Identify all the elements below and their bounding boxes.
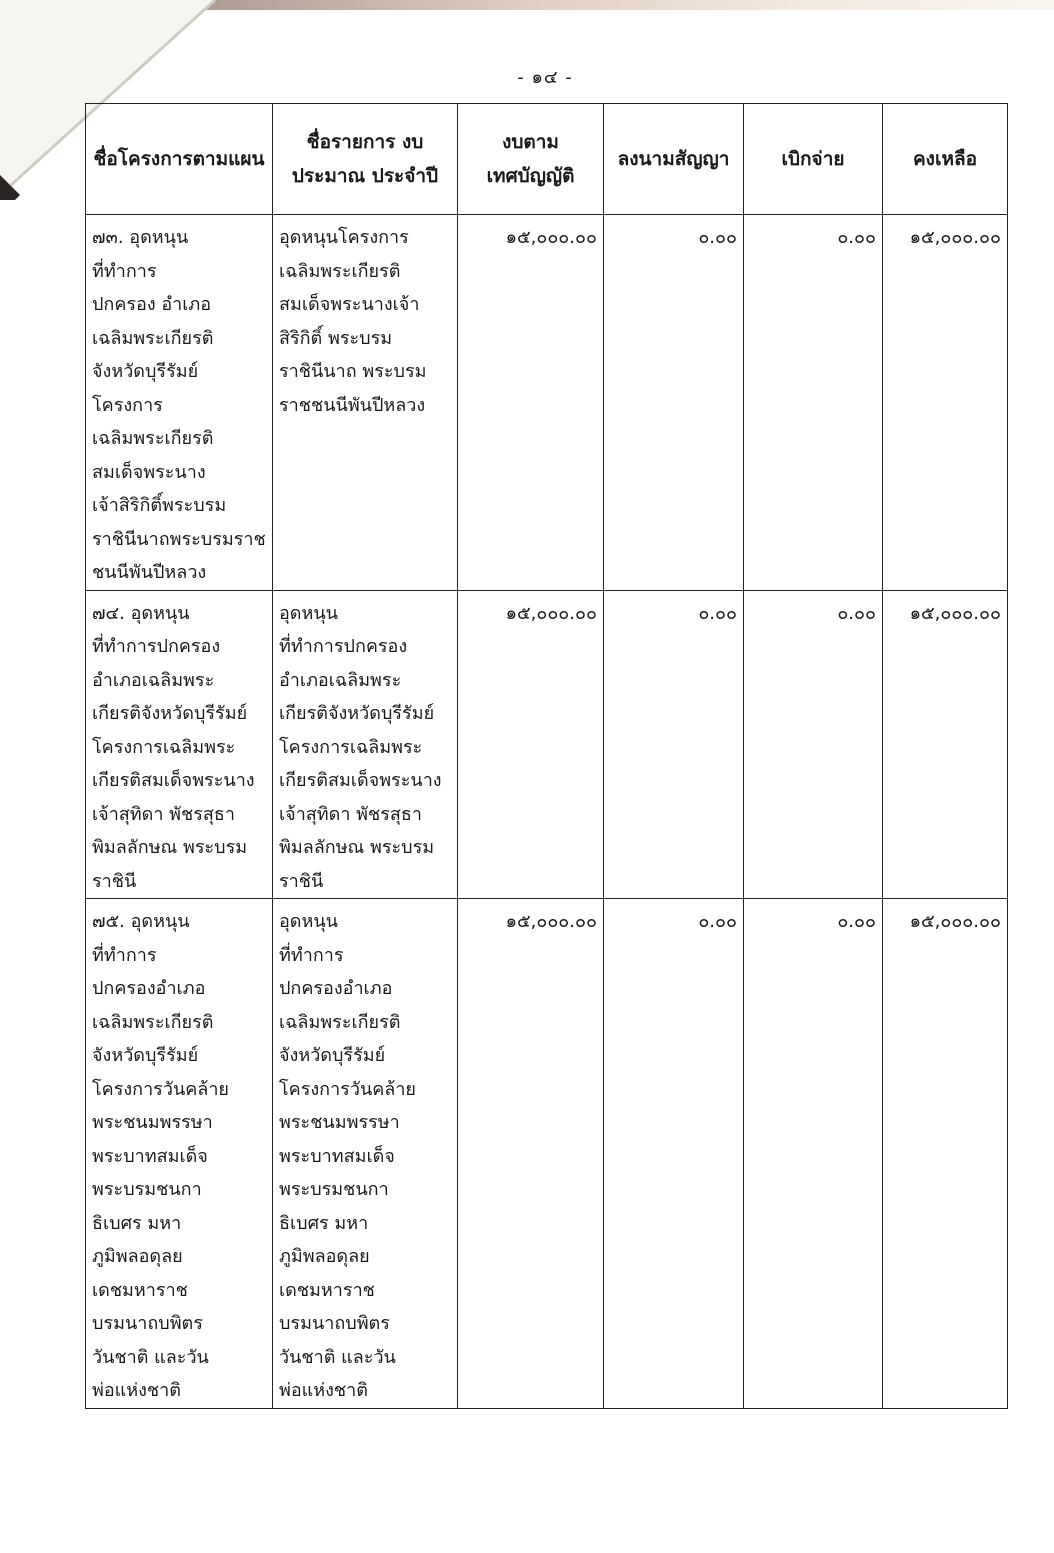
table-row <box>86 590 1008 899</box>
contract-cell: ๐.๐๐ <box>604 899 744 1409</box>
table-row <box>86 215 1008 591</box>
budget-item-cell: อุดหนุน ที่ทำการ ปกครองอำเภอ เฉลิมพระเกียรติ จังหวัดบุรีรัมย์ โครงการวันคล้าย พระชนมพรรษา พระบาทสมเด็จ พระบรมชนกา ธิเบศร มหา ภูมิพลอดุลย เดชมหาราช บรมนาถบพิตร วันชาติ และวัน พ่อแห่งชาติ <box>273 899 458 1409</box>
header-contract: ลงนามสัญญา <box>604 104 744 215</box>
project-name-cell: ๗๓. อุดหนุน ที่ทำการ ปกครอง อำเภอ เฉลิมพระเกียรติ จังหวัดบุรีรัมย์ โครงการ เฉลิมพระเกียรติ สมเด็จพระนาง เจ้าสิริกิติ์พระบรม ราชินีนาถพระบรมราช ชนนีพันปีหลวง <box>86 215 273 591</box>
remaining-cell: ๑๕,๐๐๐.๐๐ <box>883 590 1008 899</box>
table-header-row <box>86 104 1008 215</box>
budget-item-cell: อุดหนุนโครงการ เฉลิมพระเกียรติ สมเด็จพระนางเจ้า สิริกิติ์ พระบรม ราชินีนาถ พระบรม ราชชนนีพันปีหลวง <box>273 215 458 591</box>
budget-table <box>85 103 1008 1409</box>
project-name-cell: ๗๕. อุดหนุน ที่ทำการ ปกครองอำเภอ เฉลิมพระเกียรติ จังหวัดบุรีรัมย์ โครงการวันคล้าย พระชนมพรรษา พระบาทสมเด็จ พระบรมชนกา ธิเบศร มหา ภูมิพลอดุลย เดชมหาราช บรมนาถบพิตร วันชาติ และวัน พ่อแห่งชาติ <box>86 899 273 1409</box>
contract-cell: ๐.๐๐ <box>604 590 744 899</box>
header-remaining: คงเหลือ <box>883 104 1008 215</box>
budget-amount-cell: ๑๕,๐๐๐.๐๐ <box>458 899 604 1409</box>
header-budget-item: ชื่อรายการ งบประมาณ ประจำปี <box>273 104 458 215</box>
scan-top-edge <box>200 0 1054 10</box>
contract-cell: ๐.๐๐ <box>604 215 744 591</box>
budget-amount-cell: ๑๕,๐๐๐.๐๐ <box>458 215 604 591</box>
page-number: - ๑๔ - <box>517 67 573 88</box>
remaining-cell: ๑๕,๐๐๐.๐๐ <box>883 899 1008 1409</box>
header-project-name: ชื่อโครงการตามแผน <box>86 104 273 215</box>
project-name-cell: ๗๔. อุดหนุน ที่ทำการปกครอง อำเภอเฉลิมพระ เกียรติจังหวัดบุรีรัมย์ โครงการเฉลิมพระ เกียรติสมเด็จพระนาง เจ้าสุทิดา พัชรสุธา พิมลลักษณ พระบรม ราชินี <box>86 590 273 899</box>
budget-item-cell: อุดหนุน ที่ทำการปกครอง อำเภอเฉลิมพระ เกียรติจังหวัดบุรีรัมย์ โครงการเฉลิมพระ เกียรติสมเด็จพระนาง เจ้าสุทิดา พัชรสุธา พิมลลักษณ พระบรม ราชินี <box>273 590 458 899</box>
header-budget-amount: งบตาม เทศบัญญัติ <box>458 104 604 215</box>
table-row <box>86 899 1008 1409</box>
remaining-cell: ๑๕,๐๐๐.๐๐ <box>883 215 1008 591</box>
disbursed-cell: ๐.๐๐ <box>744 215 883 591</box>
budget-amount-cell: ๑๕,๐๐๐.๐๐ <box>458 590 604 899</box>
disbursed-cell: ๐.๐๐ <box>744 590 883 899</box>
disbursed-cell: ๐.๐๐ <box>744 899 883 1409</box>
header-disbursed: เบิกจ่าย <box>744 104 883 215</box>
